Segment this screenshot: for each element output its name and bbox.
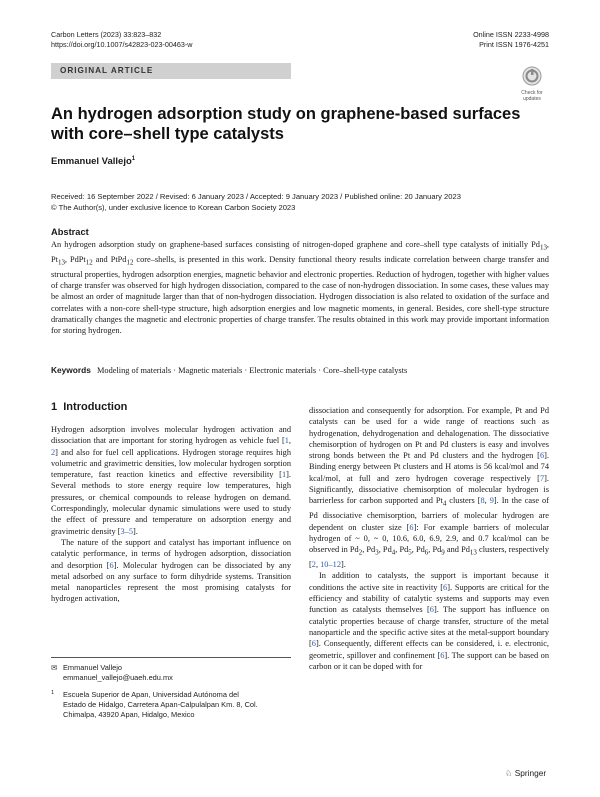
online-issn: Online ISSN 2233-4998 [473, 30, 549, 39]
history-dates: Received: 16 September 2022 / Revised: 6 January 2023 / Accepted: 9 January 2023 / Published online: 20 January 2023 [51, 192, 461, 201]
affil-line-2: Estado de Hidalgo, Carretera Apan-Calpulalpan Km. 8, Col. [63, 700, 258, 709]
section-heading-introduction [51, 401, 127, 413]
print-issn: Print ISSN 1976-4251 [479, 40, 549, 49]
keywords-text: Modeling of materials · Magnetic materials · Electronic materials · Core–shell-type catalysts [96, 366, 408, 375]
left-column [51, 424, 291, 605]
journal-citation: Carbon Letters (2023) 33:823–832 [51, 30, 162, 39]
article-title [51, 104, 521, 144]
article-type-bar [51, 63, 291, 79]
affil-line-3: Chimalpa, 43920 Apan, Hidalgo, Mexico [63, 710, 195, 719]
publisher-name: Springer [514, 768, 547, 778]
section-number: 1 [51, 401, 58, 413]
intro-paragraph-3: dissociation and consequently for adsorption. For example, Pt and Pd catalysts can be used for a wide range of reactions such as hydrogenation, dehydrogenation and dehalogenation. The dissociative chemisorption of hydrogen on Pt and Pd clusters is easy and involves strong bonds between the Pt and Pd clusters and the hydrogen [6]. Binding energy between Pt clusters and H atoms is 56 kcal/mol and 74 kcal/mol, at full and zero hydrogen coverage respectively [7]. Significantly, dissociative chemisorption of molecular hydrogen is barrierless for carbon supported and $Pt_4$ clusters [8, 9]. In the case of Pd dissociative chemisorption, barriers of molecular hydrogen are dependent on cluster size [6]: For example barriers of molecular hydrogen of ~ 0, ~ 0, 10.6, 6.0, 6.9, 2.9, and 0.7 kcal/mol can be observed in $Pd_2$, $Pd_3$, $Pd_4$, $Pd_5$, $Pd_6$, $Pd_9$ and $Pd_{13}$ clusters, respectively [2, 10–12]. [309, 406, 550, 570]
check-for-updates-badge[interactable] [515, 66, 549, 102]
article-type-label: ORIGINAL ARTICLE [60, 66, 154, 75]
badge-line1: Check for [521, 90, 543, 96]
badge-line2: updates [523, 95, 541, 102]
keywords-label: Keywords [51, 365, 91, 375]
section-title: Introduction [63, 401, 128, 413]
affil-line-1: Escuela Superior de Apan, Universidad Autónoma del [63, 690, 239, 699]
publisher-logo [505, 768, 546, 778]
keywords [51, 365, 551, 375]
author[interactable] [51, 156, 135, 167]
article-dates [51, 192, 461, 213]
check-updates-icon [515, 66, 549, 86]
intro-paragraph-1: Hydrogen adsorption involves molecular hydrogen activation and dissociation that are important for storing hydrogen as vehicle fuel [1, 2] and also for fuel cell applications. Hydrogen storage requires high volumetric and gravimetric densities, low molecular hydrogen sorption temperature, fast reaction kinetics and effective reversibility [1]. Several methods to store energy require low temperatures, high pressures, or chemical compounds to release hydrogen on demand. Correspondingly, molecular dynamic simulations were used to study the effect of pressure and temperature on adsorption energy and gravimetric density [3–5]. [51, 425, 291, 536]
affiliation [51, 690, 258, 720]
right-column [309, 405, 549, 672]
intro-paragraph-4: In addition to catalysts, the support is important because it conditions the active site in reactivity [6]. Supports are critical for the efficiency and stability of catalytic systems and supports may even function as catalysts themselves [6]. The support has influence on catalytic properties because of charge transfer, structure of the metal nanoparticle and the specific active sites at the metal-support boundary [6]. Consequently, different effects can be considered, i. e. electronic, geometric, spillover and confinement [6]. The support can be based on carbon or it can be doped with for [309, 571, 550, 671]
affil-number: 1 [51, 690, 55, 696]
doi-link[interactable]: https://doi.org/10.1007/s42823-023-00463-w [51, 40, 193, 49]
title-line-1: An hydrogen adsorption study on graphene-based surfaces [51, 105, 521, 123]
abstract-heading: Abstract [51, 227, 89, 237]
abstract-text: An hydrogen adsorption study on graphene-based surfaces consisting of nitrogen-doped graphene and core–shell type catalysts of initially $Pd_{13}$, $Pt_{13}$, PdPt$_{12}$ and PtPd$_{12}$ core–shells, is presented in this work. Density functional theory results indicate correlation between charge transfer and structural properties, hydrogen adsorption energies, magnetic behavior and electronic properties. Reduction of hydrogen, together with higher values of charge transfer was observed for high hydrogen dissociation, compared to the case of non-hydrogen dissociation. In some cases, these values may be almost an order of magnitude larger than that of non-hydrogen dissociation. Hydrogen dissociation is also related to oxidation of the surface and correlates with a non-core shell-type structure, high adsorption energies and low magnetic moments, in general. Besides, core shell-type structure dramatically changes the magnetic and electronic properties of charge transfer. The results obtained in this work may provide important information for storing hydrogen. [51, 240, 549, 336]
author-affil-mark: 1 [131, 156, 136, 162]
author-name: Emmanuel Vallejo [51, 156, 132, 168]
corresponding-author [51, 663, 122, 673]
envelope-icon: ✉ [51, 663, 58, 672]
springer-horse-icon: ♘ [505, 768, 513, 778]
title-line-2: with core–shell type catalysts [51, 125, 284, 143]
corresponding-name: Emmanuel Vallejo [63, 663, 123, 672]
footnote-divider [51, 657, 291, 658]
corresponding-email[interactable]: emmanuel_vallejo@uaeh.edu.mx [63, 673, 173, 682]
copyright: © The Author(s), under exclusive licence to Korean Carbon Society 2023 [51, 202, 296, 212]
intro-paragraph-2: The nature of the support and catalyst has important influence on catalytic performance, in terms of hydrogen adsorption, dissociation and desorption [6]. Molecular hydrogen can be dissociated by any metal adsorbed on any surface to form dihydride systems. Transition metal nanoparticles represent the most promising catalysts for hydrogen activation, [51, 537, 291, 604]
